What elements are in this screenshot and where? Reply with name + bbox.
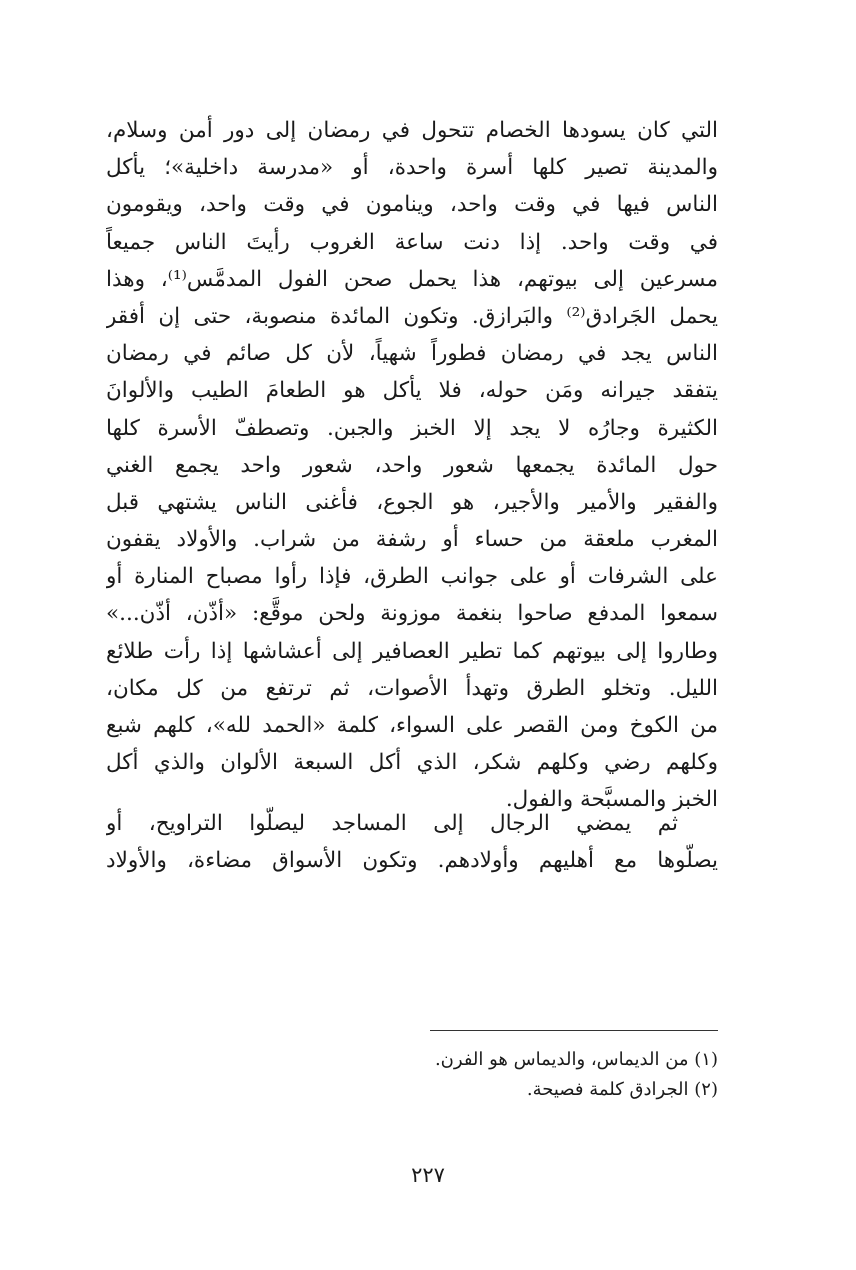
- footnote-divider: [430, 1030, 718, 1031]
- text-line: يصلّوها مع أهليهم وأولادهم. وتكون الأسواق مضاءة، والأولاد: [106, 848, 718, 874]
- text-line: مسرعين إلى بيوتهم، هذا يحمل صحن الفول المدمَّس⁽¹⁾، وهذا: [106, 266, 718, 292]
- text-line: الكثيرة وجارُه لا يجد إلا الخبز والجبن. وتصطفّ الأسرة كلها: [106, 415, 718, 441]
- text-line: والمدينة تصير كلها أسرة واحدة، أو «مدرسة داخلية»؛ يأكل: [106, 155, 718, 181]
- text-line: وطاروا إلى بيوتهم كما تطير العصافير إلى أعشاشها إذا رأت طلائع: [106, 638, 718, 664]
- page-number: ٢٢٧: [411, 1163, 445, 1187]
- text-line: الناس فيها في وقت واحد، وينامون في وقت واحد، ويقومون: [106, 192, 718, 218]
- text-line: سمعوا المدفع صاحوا بنغمة موزونة ولحن موقَّع: «أذّن، أذّن...»: [106, 601, 718, 627]
- text-line: على الشرفات أو على جوانب الطرق، فإذا رأوا مصباح المنارة أو: [106, 564, 718, 590]
- text-line: الليل. وتخلو الطرق وتهدأ الأصوات، ثم ترتفع من كل مكان،: [106, 675, 718, 701]
- text-line: الخبز والمسبَّحة والفول.: [505, 787, 718, 813]
- footnote-1: (١) من الديماس، والديماس هو الفرن.: [434, 1049, 718, 1070]
- text-line: يحمل الجَرادق⁽²⁾ والبَرازق. وتكون المائدة منصوبة، حتى إن أفقر: [106, 303, 718, 329]
- text-line: يتفقد جيرانه ومَن حوله، فلا يأكل هو الطعامَ الطيب والألوانَ: [106, 378, 718, 404]
- text-line: من الكوخ ومن القصر على السواء، كلمة «الحمد لله»، كلهم شبع: [106, 713, 718, 738]
- text-line: الناس يجد في رمضان فطوراً شهياً، لأن كل صائم في رمضان: [106, 341, 718, 367]
- text-line: والفقير والأمير والأجير، هو الجوع، فأغنى الناس يشتهي قبل: [106, 489, 718, 515]
- text-line: حول المائدة يجمعها شعور واحد، شعور واحد يجمع الغني: [106, 452, 718, 478]
- text-line: التي كان يسودها الخصام تتحول في رمضان إلى دور أمن وسلام،: [106, 118, 718, 143]
- paragraph-2: [106, 805, 718, 879]
- paragraph-1: [106, 112, 718, 819]
- text-line: المغرب ملعقة من حساء أو رشفة من شراب. والأولاد يقفون: [106, 527, 718, 553]
- footnotes: [300, 1045, 718, 1105]
- text-line: وكلهم رضي وكلهم شكر، الذي أكل السبعة الألوان والذي أكل: [106, 750, 718, 776]
- text-line: ثم يمضي الرجال إلى المساجد ليصلّوا التراويح، أو: [106, 811, 678, 836]
- text-line: في وقت واحد. إذا دنت ساعة الغروب رأيتَ الناس جميعاً: [106, 229, 718, 255]
- footnote-2: (٢) الجرادق كلمة فصيحة.: [526, 1079, 718, 1100]
